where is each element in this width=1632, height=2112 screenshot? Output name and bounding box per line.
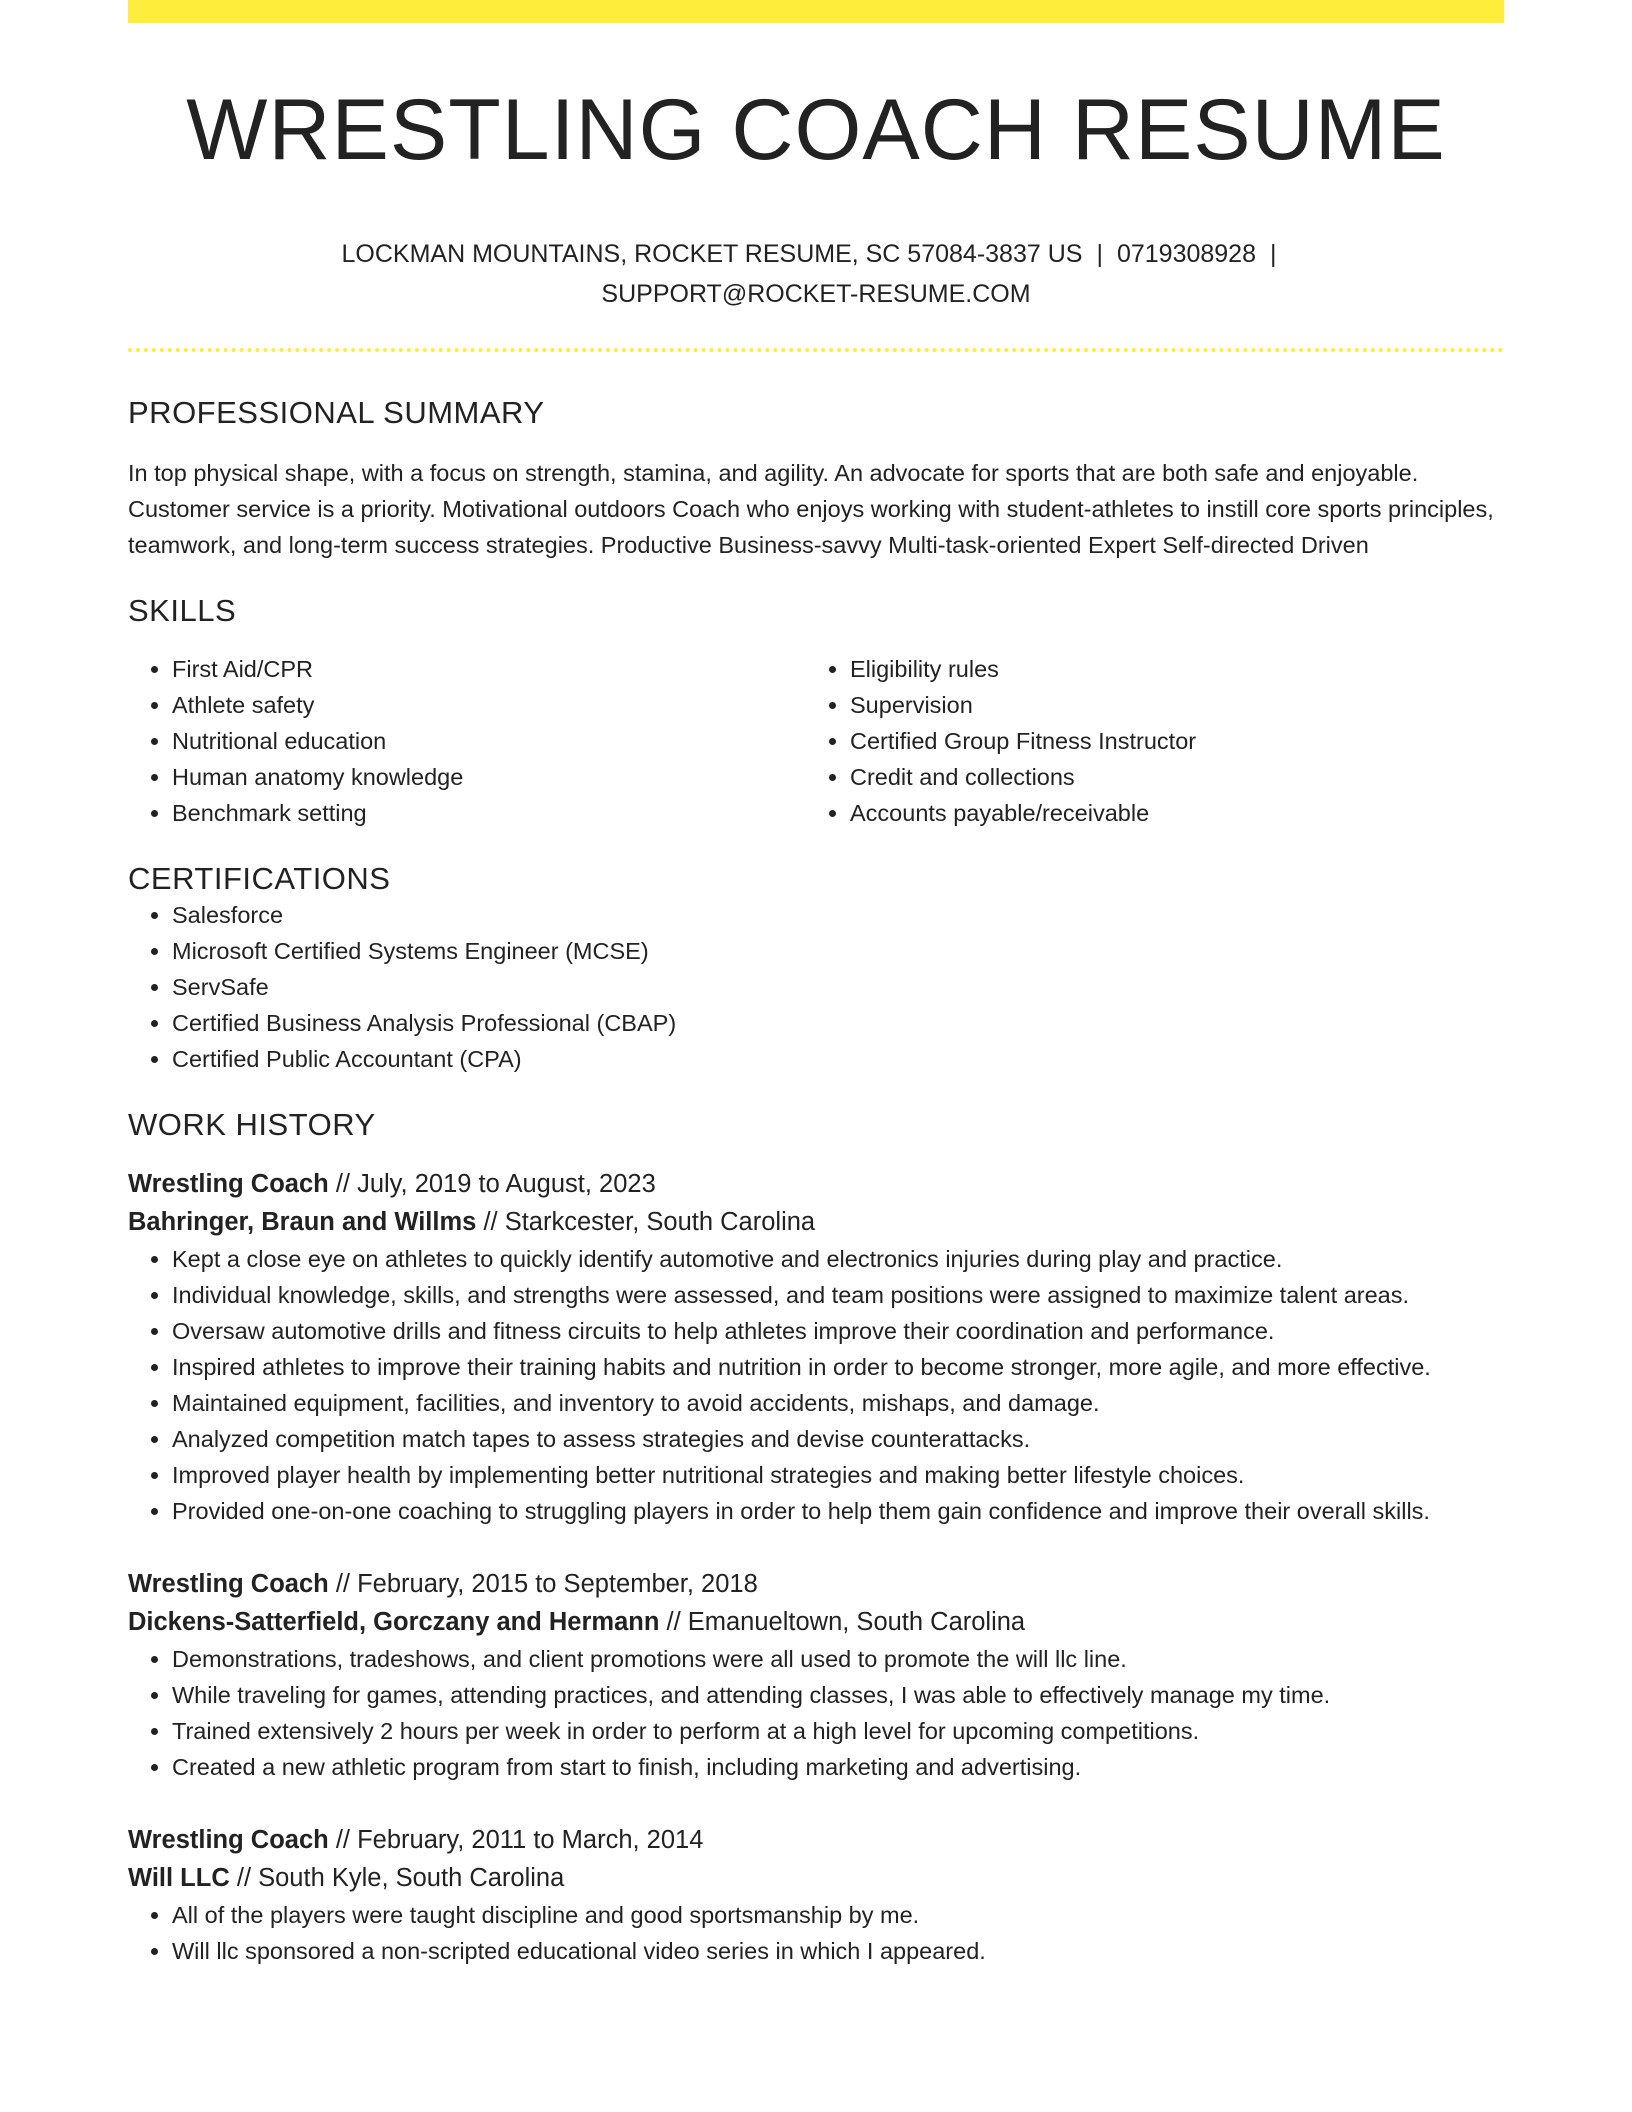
- job-duty: • Improved player health by implementing better nutritional strategies and making better lifestyle choices.: [172, 1457, 1504, 1493]
- email-address: SUPPORT@ROCKET-RESUME.COM: [601, 280, 1031, 309]
- job-location: // South Kyle, South Carolina: [236, 1864, 565, 1893]
- job-role: Wrestling Coach: [128, 1570, 329, 1599]
- job-dates: // February, 2015 to September, 2018: [335, 1570, 758, 1599]
- job-duties-list: [128, 1641, 1504, 1785]
- job-duty: • Demonstrations, tradeshows, and client promotions were all used to promote the will llc line.: [172, 1641, 1504, 1677]
- job-role-line: [128, 1565, 1504, 1603]
- accent-bar: [128, 0, 1504, 23]
- resume-page: [128, 0, 1504, 1969]
- job-duty: • Trained extensively 2 hours per week in order to perform at a high level for upcoming competitions.: [172, 1713, 1504, 1749]
- job-role-line: [128, 1821, 1504, 1859]
- summary-text: In top physical shape, with a focus on strength, stamina, and agility. An advocate for sports that are both safe and enjoyable. Customer service is a priority. Motivational outdoors Coach who enjoys working with student-athletes to instill core sports principles, teamwork, and long-term success strategies. Productive Business-savvy Multi-task-oriented Expert Self-directed Driven: [128, 460, 1494, 559]
- certifications-heading: CERTIFICATIONS: [128, 861, 391, 897]
- certification-item: • Microsoft Certified Systems Engineer (MCSE): [172, 933, 1504, 969]
- certification-item: • ServSafe: [172, 969, 1504, 1005]
- summary-heading: PROFESSIONAL SUMMARY: [128, 395, 545, 431]
- job-entry: [128, 1821, 1504, 1969]
- certifications-list: [128, 897, 1504, 1077]
- job-location: // Starkcester, South Carolina: [483, 1208, 816, 1237]
- job-role-line: [128, 1165, 1504, 1203]
- job-entry: [128, 1565, 1504, 1785]
- job-entry: [128, 1165, 1504, 1529]
- job-company-line: [128, 1603, 1504, 1641]
- job-company: Bahringer, Braun and Willms: [128, 1208, 477, 1237]
- skill-item: • Supervision: [850, 687, 1484, 723]
- job-location: // Emanueltown, South Carolina: [666, 1608, 1026, 1637]
- certification-item: • Certified Business Analysis Professional (CBAP): [172, 1005, 1504, 1041]
- skill-item: • Human anatomy knowledge: [172, 759, 806, 795]
- job-role: Wrestling Coach: [128, 1170, 329, 1199]
- job-duty: • All of the players were taught discipline and good sportsmanship by me.: [172, 1897, 1504, 1933]
- skill-item: • Athlete safety: [172, 687, 806, 723]
- skills-column-right: [806, 651, 1484, 831]
- contact-info: [128, 234, 1504, 314]
- skills-list-left: [128, 651, 806, 831]
- skill-item: • Certified Group Fitness Instructor: [850, 723, 1484, 759]
- job-duty: • Individual knowledge, skills, and strengths were assessed, and team positions were assigned to maximize talent areas.: [172, 1277, 1504, 1313]
- phone-number: 0719308928: [1116, 240, 1256, 269]
- contact-line-1: [128, 234, 1504, 274]
- skill-item: • Accounts payable/receivable: [850, 795, 1484, 831]
- job-duties-list: [128, 1241, 1504, 1529]
- skill-item: • First Aid/CPR: [172, 651, 806, 687]
- skills-list-right: [806, 651, 1484, 831]
- job-duty: • Kept a close eye on athletes to quickly identify automotive and electronics injuries during play and practice.: [172, 1241, 1504, 1277]
- job-dates: // February, 2011 to March, 2014: [335, 1826, 704, 1855]
- skill-item: • Nutritional education: [172, 723, 806, 759]
- certification-item: • Salesforce: [172, 897, 1504, 933]
- dotted-divider: [128, 348, 1504, 352]
- job-dates: // July, 2019 to August, 2023: [335, 1170, 656, 1199]
- job-duty: • Analyzed competition match tapes to assess strategies and devise counterattacks.: [172, 1421, 1504, 1457]
- job-company: Will LLC: [128, 1864, 230, 1893]
- skill-item: • Credit and collections: [850, 759, 1484, 795]
- contact-line-2: [128, 274, 1504, 314]
- job-duty: • While traveling for games, attending practices, and attending classes, I was able to effectively manage my time.: [172, 1677, 1504, 1713]
- separator: |: [1096, 240, 1103, 269]
- skills-grid: [128, 651, 1504, 831]
- job-company-line: [128, 1203, 1504, 1241]
- job-duty: • Inspired athletes to improve their training habits and nutrition in order to become stronger, more agile, and more effective.: [172, 1349, 1504, 1385]
- job-company-line: [128, 1859, 1504, 1897]
- job-duties-list: [128, 1897, 1504, 1969]
- job-company: Dickens-Satterfield, Gorczany and Hermann: [128, 1608, 660, 1637]
- skill-item: • Eligibility rules: [850, 651, 1484, 687]
- skills-heading: SKILLS: [128, 593, 237, 629]
- certification-item: • Certified Public Accountant (CPA): [172, 1041, 1504, 1077]
- job-duty: • Created a new athletic program from start to finish, including marketing and advertising.: [172, 1749, 1504, 1785]
- skills-column-left: [128, 651, 806, 831]
- job-duty: • Provided one-on-one coaching to struggling players in order to help them gain confidence and improve their overall skills.: [172, 1493, 1504, 1529]
- skill-item: • Benchmark setting: [172, 795, 806, 831]
- address: LOCKMAN MOUNTAINS, ROCKET RESUME, SC 57084-3837 US: [341, 240, 1083, 269]
- job-duty: • Maintained equipment, facilities, and inventory to avoid accidents, mishaps, and damage.: [172, 1385, 1504, 1421]
- job-duty: • Oversaw automotive drills and fitness circuits to help athletes improve their coordination and performance.: [172, 1313, 1504, 1349]
- work-history-heading: WORK HISTORY: [128, 1107, 376, 1143]
- resume-title: WRESTLING COACH RESUME: [186, 82, 1446, 178]
- job-duty: • Will llc sponsored a non-scripted educational video series in which I appeared.: [172, 1933, 1504, 1969]
- job-role: Wrestling Coach: [128, 1826, 329, 1855]
- separator: |: [1270, 240, 1277, 269]
